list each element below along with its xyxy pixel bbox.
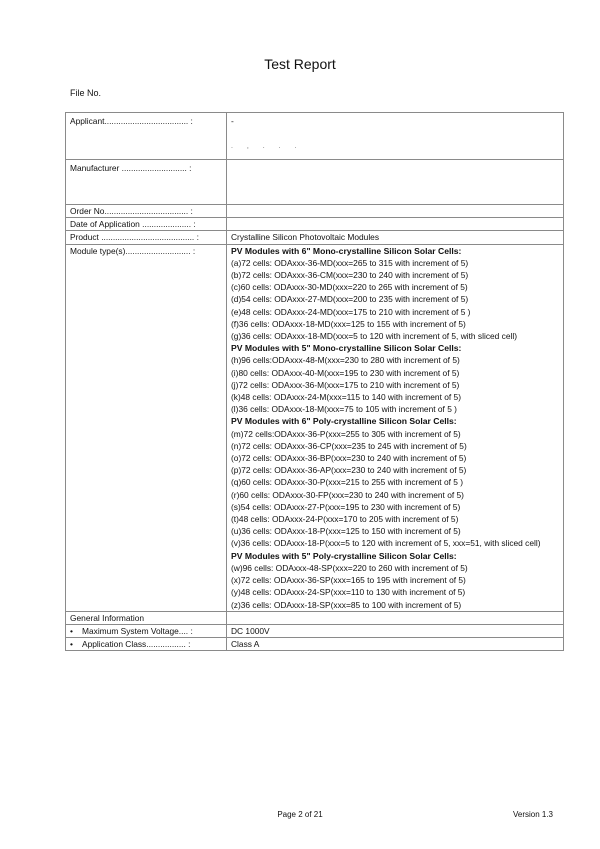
module-line: (b)72 cells: ODAxxx-36-CM(xxx=230 to 240 with increment of 5) [231, 270, 469, 281]
date-app-value [227, 218, 564, 231]
module-line: (v)36 cells: ODAxxx-18-P(xxx=5 to 120 with increment of 5, xxx=51, with sliced cell) [231, 538, 541, 549]
general-info-row [66, 611, 564, 624]
max-voltage-label [66, 624, 227, 637]
module-line: (g)36 cells: ODAxxx-18-MD(xxx=5 to 120 with increment of 5, with sliced cell) [231, 331, 518, 342]
module-line: (r)60 cells: ODAxxx-30-FP(xxx=230 to 240 with increment of 5) [231, 489, 464, 500]
module-line: (y)48 cells: ODAxxx-24-SP(xxx=110 to 130 with increment of 5) [231, 587, 466, 598]
version-label: Version 1.3 [512, 810, 553, 819]
order-no-label: Order No.................................... : [66, 205, 227, 218]
module-line: (h)96 cells:ODAxxx-48-M(xxx=230 to 280 with increment of 5) [231, 355, 460, 366]
product-value: Crystalline Silicon Photovoltaic Modules [227, 231, 564, 244]
applicant-row [66, 113, 564, 160]
page-number: Page 2 of 21 [277, 810, 323, 819]
module-line: (f)36 cells: ODAxxx-18-MD(xxx=125 to 155 with increment of 5) [231, 318, 466, 329]
module-line: (i)80 cells: ODAxxx-40-M(xxx=195 to 230 with increment of 5) [231, 367, 460, 378]
product-row [66, 231, 564, 244]
applicant-value-text: - [231, 116, 234, 126]
module-line: (x)72 cells: ODAxxx-36-SP(xxx=165 to 195 with increment of 5) [231, 575, 466, 586]
module-line: (z)36 cells: ODAxxx-18-SP(xxx=85 to 100 with increment of 5) [231, 599, 462, 610]
module-line: (l)36 cells: ODAxxx-18-M(xxx=75 to 105 with increment of 5 ) [231, 404, 457, 415]
module-line: (q)60 cells: ODAxxx-30-P(xxx=215 to 255 with increment of 5 ) [231, 477, 464, 488]
module-group-heading: PV Modules with 6" Poly-crystalline Silicon Solar Cells: [231, 416, 457, 427]
module-line: (c)60 cells: ODAxxx-30-MD(xxx=220 to 265 with increment of 5) [231, 282, 468, 293]
file-no-label: File No. [70, 88, 102, 98]
module-line: (n)72 cells: ODAxxx-36-CP(xxx=235 to 245 with increment of 5) [231, 440, 467, 451]
applicant-value [227, 113, 564, 160]
bullet: • [70, 625, 73, 636]
module-line: (s)54 cells: ODAxxx-27-P(xxx=195 to 230 with increment of 5) [231, 501, 461, 512]
report-title: Test Report [264, 56, 336, 72]
module-line: (o)72 cells: ODAxxx-36-BP(xxx=230 to 240 with increment of 5) [231, 453, 467, 464]
max-voltage-row [66, 624, 564, 637]
date-app-label: Date of Application ..................... : [66, 218, 227, 231]
manufacturer-row [66, 160, 564, 205]
module-line: (w)96 cells: ODAxxx-48-SP(xxx=220 to 260 with increment of 5) [231, 562, 468, 573]
module-group-heading: PV Modules with 5" Poly-crystalline Silicon Solar Cells: [231, 550, 457, 561]
product-label: Product ........................................ : [66, 231, 227, 244]
module-types-label: Module type(s)............................ : [66, 244, 227, 611]
module-types-value [227, 244, 564, 611]
module-line: (j)72 cells: ODAxxx-36-M(xxx=175 to 210 with increment of 5) [231, 379, 460, 390]
module-line: (a)72 cells: ODAxxx-36-MD(xxx=265 to 315 with increment of 5) [231, 257, 469, 268]
module-line: (t)48 cells: ODAxxx-24-P(xxx=170 to 205 with increment of 5) [231, 514, 459, 525]
app-class-label-text: Application Class................. : [82, 639, 191, 650]
general-info-heading: General Information [66, 611, 227, 624]
report-table [65, 112, 564, 651]
module-line: (e)48 cells: ODAxxx-24-MD(xxx=175 to 210 with increment of 5 ) [231, 306, 471, 317]
module-line: (d)54 cells: ODAxxx-27-MD(xxx=200 to 235 with increment of 5) [231, 294, 469, 305]
applicant-label: Applicant.................................... : [66, 113, 227, 160]
module-line: (m)72 cells:ODAxxx-36-P(xxx=255 to 305 with increment of 5) [231, 428, 461, 439]
module-group-heading: PV Modules with 6" Mono-crystalline Silicon Solar Cells: [231, 245, 462, 256]
order-no-value [227, 205, 564, 218]
module-line: (p)72 cells: ODAxxx-36-AP(xxx=230 to 240 with increment of 5) [231, 465, 467, 476]
module-group-heading: PV Modules with 5" Mono-crystalline Silicon Solar Cells: [231, 343, 462, 354]
manufacturer-label: Manufacturer ............................ : [66, 160, 227, 205]
app-class-label [66, 638, 227, 651]
manufacturer-value [227, 160, 564, 205]
module-line: (u)36 cells: ODAxxx-18-P(xxx=125 to 150 with increment of 5) [231, 526, 461, 537]
applicant-smudge: . , . . . [231, 143, 303, 151]
max-voltage-label-text: Maximum System Voltage.... : [82, 625, 193, 636]
date-app-row [66, 218, 564, 231]
max-voltage-value: DC 1000V [227, 624, 564, 637]
module-types-row [66, 244, 564, 611]
app-class-value: Class A [227, 638, 564, 651]
app-class-row [66, 638, 564, 651]
order-no-row [66, 205, 564, 218]
module-line: (k)48 cells: ODAxxx-24-M(xxx=115 to 140 with increment of 5) [231, 392, 462, 403]
bullet: • [70, 639, 73, 650]
